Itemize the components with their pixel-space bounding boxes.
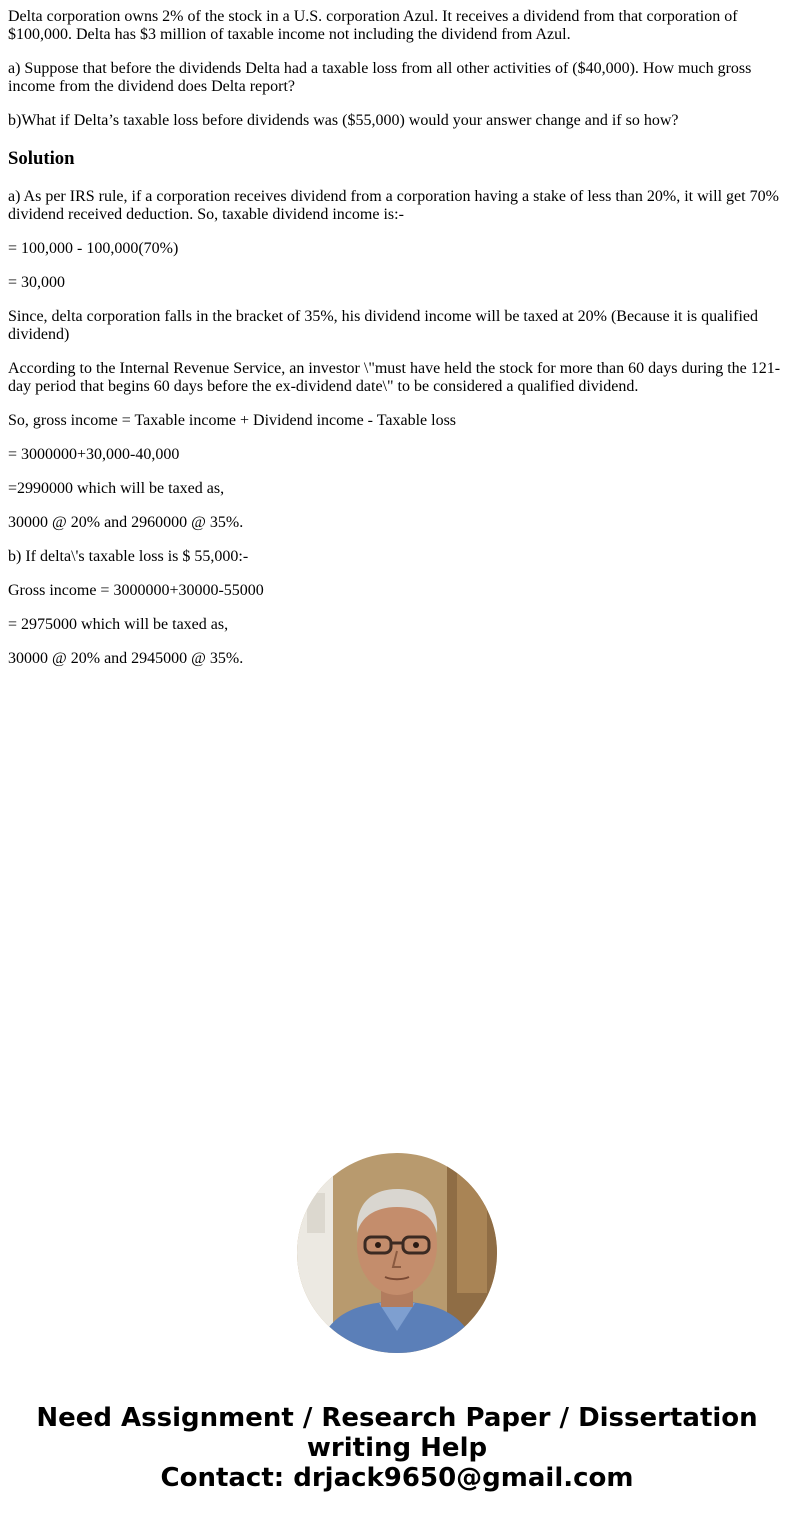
solution-paragraph: So, gross income = Taxable income + Dividend income - Taxable loss	[8, 412, 457, 429]
solution-heading: Solution	[8, 148, 75, 169]
solution-paragraph: According to the Internal Revenue Service, an investor \"must have held the stock for more than 60 days during the 121-day period that begins 60 days before the ex-dividend date\" to be considered a qualified dividend.	[8, 360, 781, 395]
solution-paragraph: 30000 @ 20% and 2960000 @ 35%.	[8, 514, 244, 531]
promo-banner	[0, 1403, 794, 1493]
solution-paragraph: =2990000 which will be taxed as,	[8, 480, 225, 497]
solution-paragraph: = 30,000	[8, 274, 66, 291]
promo-contact: Contact: drjack9650@gmail.com	[160, 1463, 634, 1493]
solution-paragraph: = 2975000 which will be taxed as,	[8, 616, 229, 633]
solution-paragraph: a) As per IRS rule, if a corporation receives dividend from a corporation having a stake of less than 20%, it will get 70% dividend received deduction. So, taxable dividend income is:-	[8, 188, 779, 223]
document-content	[8, 0, 786, 684]
solution-paragraph: Gross income = 3000000+30000-55000	[8, 582, 264, 599]
solution-paragraph: b) If delta\'s taxable loss is $ 55,000:-	[8, 548, 249, 565]
question-intro: Delta corporation owns 2% of the stock in a U.S. corporation Azul. It receives a dividend from that corporation of $100,000. Delta has $3 million of taxable income not including the dividend from Azul.	[8, 8, 738, 43]
avatar	[297, 1153, 497, 1353]
promo-headline: Need Assignment / Research Paper / Dissertation writing Help	[36, 1403, 758, 1463]
solution-paragraph: Since, delta corporation falls in the bracket of 35%, his dividend income will be taxed at 20% (Because it is qualified dividend)	[8, 308, 758, 343]
solution-paragraph: = 3000000+30,000-40,000	[8, 446, 180, 463]
solution-paragraph: 30000 @ 20% and 2945000 @ 35%.	[8, 650, 244, 667]
solution-paragraph: = 100,000 - 100,000(70%)	[8, 240, 179, 257]
question-part-a: a) Suppose that before the dividends Delta had a taxable loss from all other activities of ($40,000). How much gross income from the dividend does Delta report?	[8, 60, 752, 95]
question-part-b: b)What if Delta’s taxable loss before dividends was ($55,000) would your answer change and if so how?	[8, 112, 679, 129]
portrait-image	[297, 1153, 497, 1353]
